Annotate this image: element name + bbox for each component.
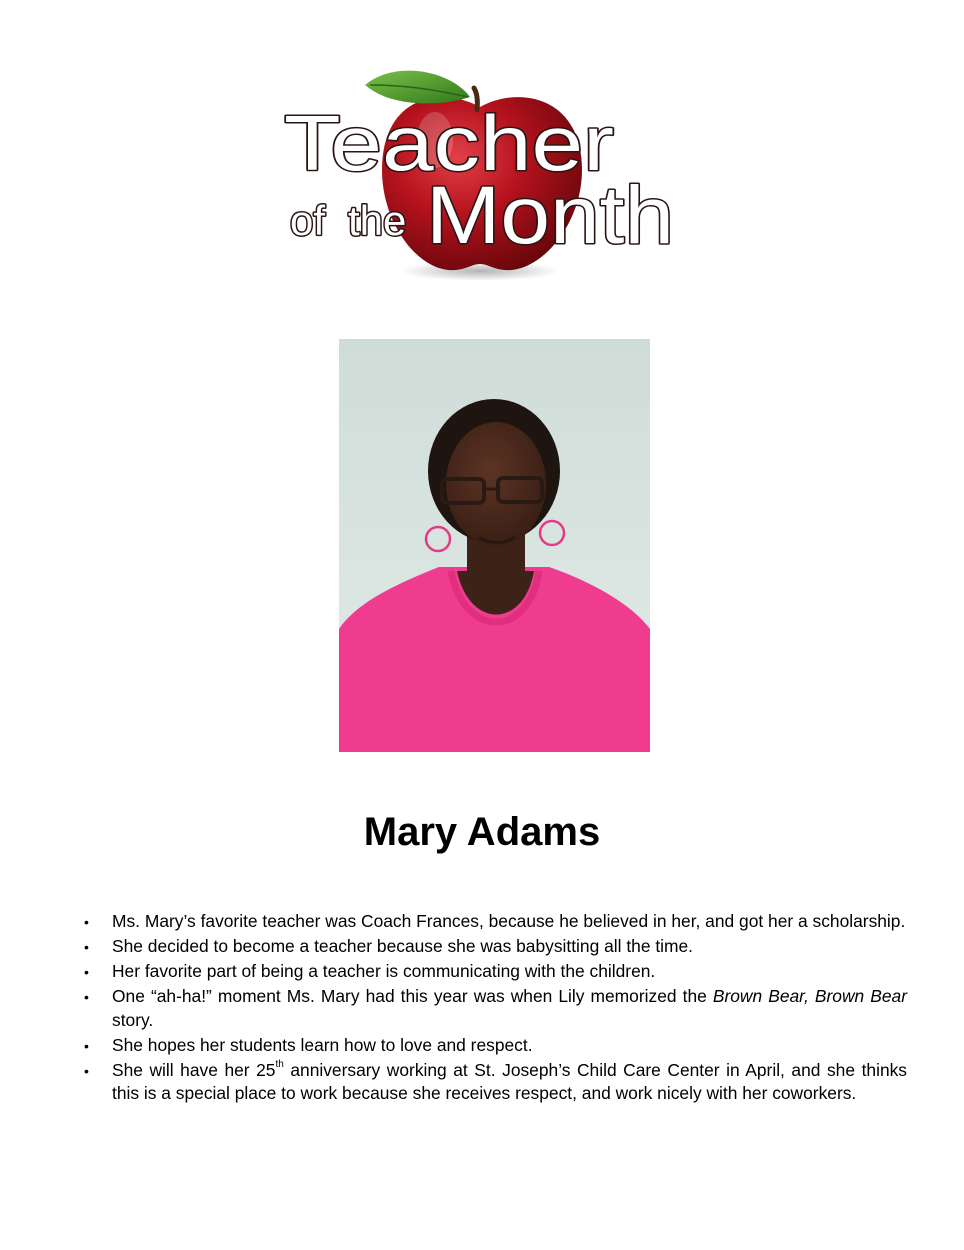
bullet-icon (84, 1059, 96, 1084)
logo-title-teacher: Teacher (284, 99, 614, 187)
logo-title-month: Month (426, 170, 674, 261)
bullet-icon (84, 960, 96, 985)
logo-title-the: the (348, 197, 407, 244)
bullet-icon (84, 910, 96, 935)
bullet-icon (84, 985, 96, 1010)
teacher-facts-list (84, 910, 907, 1107)
teacher-of-the-month-logo (270, 55, 690, 290)
bullet-icon (84, 935, 96, 960)
list-item: • She decided to become a teacher because she was babysitting all the time. (84, 935, 907, 959)
logo-title-of: of (290, 197, 326, 244)
list-item: • Her favorite part of being a teacher is communicating with the children. (84, 960, 907, 984)
bullet-icon (84, 1034, 96, 1059)
list-item: • Ms. Mary’s favorite teacher was Coach Frances, because he believed in her, and got her a scholarship. (84, 910, 907, 934)
teacher-name: Mary Adams (363, 810, 601, 854)
ordinal-suffix: th (275, 1058, 284, 1070)
list-item: • She hopes her students learn how to love and respect. (84, 1034, 907, 1058)
portrait-photo (339, 339, 650, 752)
list-item: • She will have her 25th anniversary working at St. Joseph’s Child Care Center in April, and she thinks this is a special place to work because she receives respect, and work nicely with her coworkers. (84, 1059, 907, 1106)
list-item: • One “ah-ha!” moment Ms. Mary had this year was when Lily memorized the Brown Bear, Brown Bear story. (84, 985, 907, 1032)
teacher-photo (339, 339, 650, 752)
book-title: Brown Bear, Brown Bear (712, 986, 907, 1006)
